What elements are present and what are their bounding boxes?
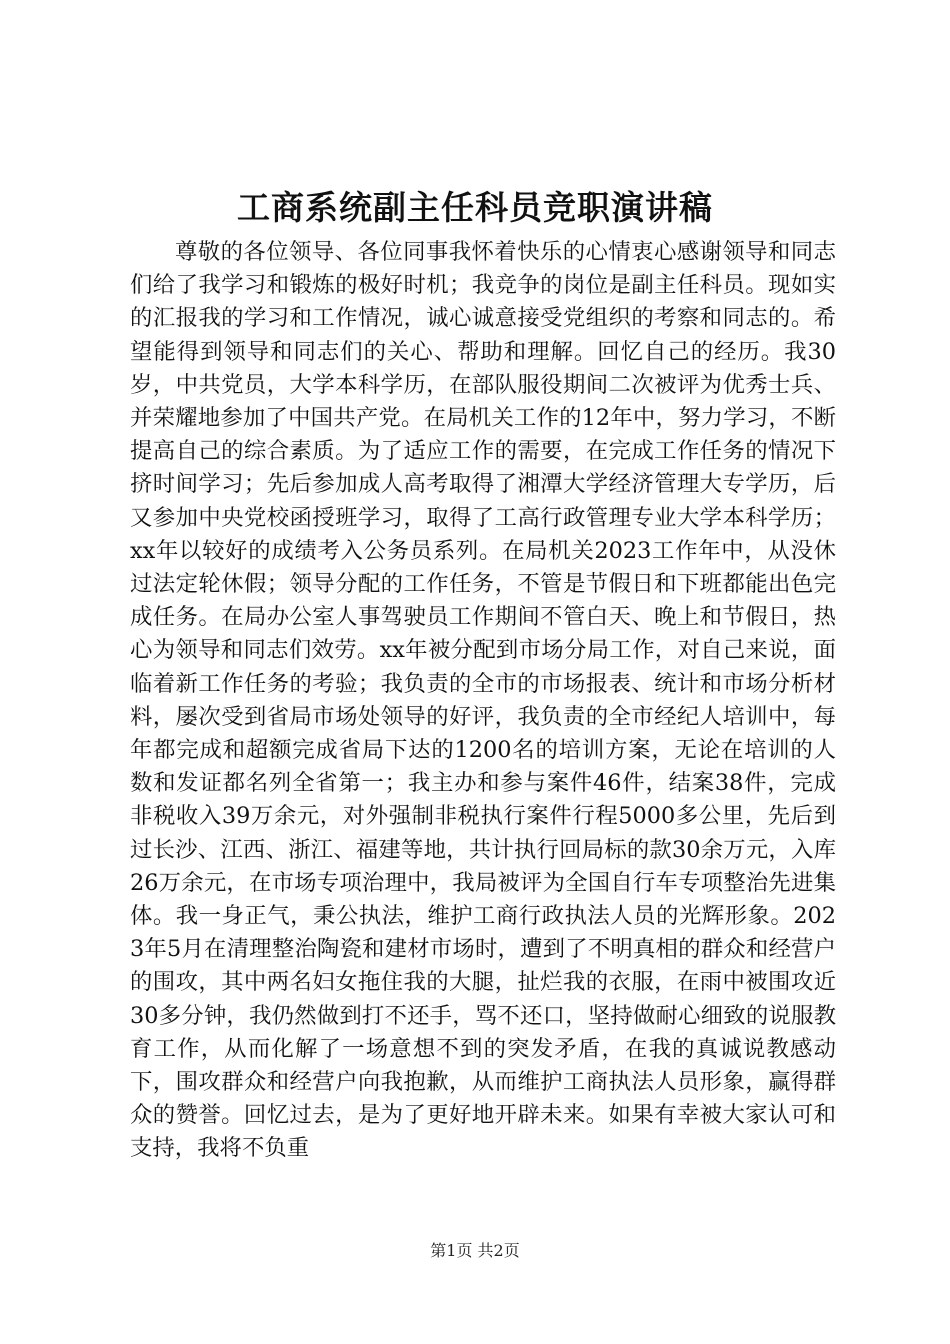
document-body-paragraph: 尊敬的各位领导、各位同事我怀着快乐的心情衷心感谢领导和同志们给了我学习和锻炼的极好时机；我竞争的岗位是副主任科员。现如实的汇报我的学习和工作情况，诚心诚意接受党组织的考察和同志的。希望能得到领导和同志们的关心、帮助和理解。回忆自己的经历。我30岁，中共党员，大学本科学历，在部队服役期间二次被评为优秀士兵、并荣耀地参加了中国共产党。在局机关工作的12年中，努力学习，不断提高自己的综合素质。为了适应工作的需要，在完成工作任务的情况下挤时间学习；先后参加成人高考取得了湘潭大学经济管理大专学历，后又参加中央党校函授班学习，取得了工高行政管理专业大学本科学历；xx年以较好的成绩考入公务员系列。在局机关2023工作年中，从没休过法定轮休假；领导分配的工作任务，不管是节假日和下班都能出色完成任务。在局办公室人事驾驶员工作期间不管白天、晚上和节假日，热心为领导和同志们效劳。xx年被分配到市场分局工作，对自己来说，面临着新工作任务的考验；我负责的全市的市场报表、统计和市场分析材料，屡次受到省局市场处领导的好评，我负责的全市经纪人培训中，每年都完成和超额完成省局下达的1200名的培训方案，无论在培训的人数和发证都名列全省第一；我主办和参与案件46件，结案38件，完成非税收入39万余元，对外强制非税执行案件行程5000多公里，先后到过长沙、江西、浙江、福建等地，共计执行回局标的款30余万元，入库26万余元，在市场专项治理中，我局被评为全国自行车专项整治先进集体。我一身正气，秉公执法，维护工商行政执法人员的光辉形象。2023年5月在清理整治陶瓷和建材市场时，遭到了不明真相的群众和经营户的围攻，其中两名妇女拖住我的大腿，扯烂我的衣服，在雨中被围攻近30多分钟，我仍然做到打不还手，骂不还口，坚持做耐心细致的说服教育工作，从而化解了一场意想不到的突发矛盾，在我的真诚说教感动下，围攻群众和经营户向我抱歉，从而维护工商执法人员形象，赢得群众的赞誉。回忆过去，是为了更好地开辟未来。如果有幸被大家认可和支持，我将不负重 [130, 239, 836, 1162]
page-number-footer: 第1页 共2页 [430, 1241, 520, 1260]
document-title: 工商系统副主任科员竞职演讲稿 [237, 188, 713, 227]
